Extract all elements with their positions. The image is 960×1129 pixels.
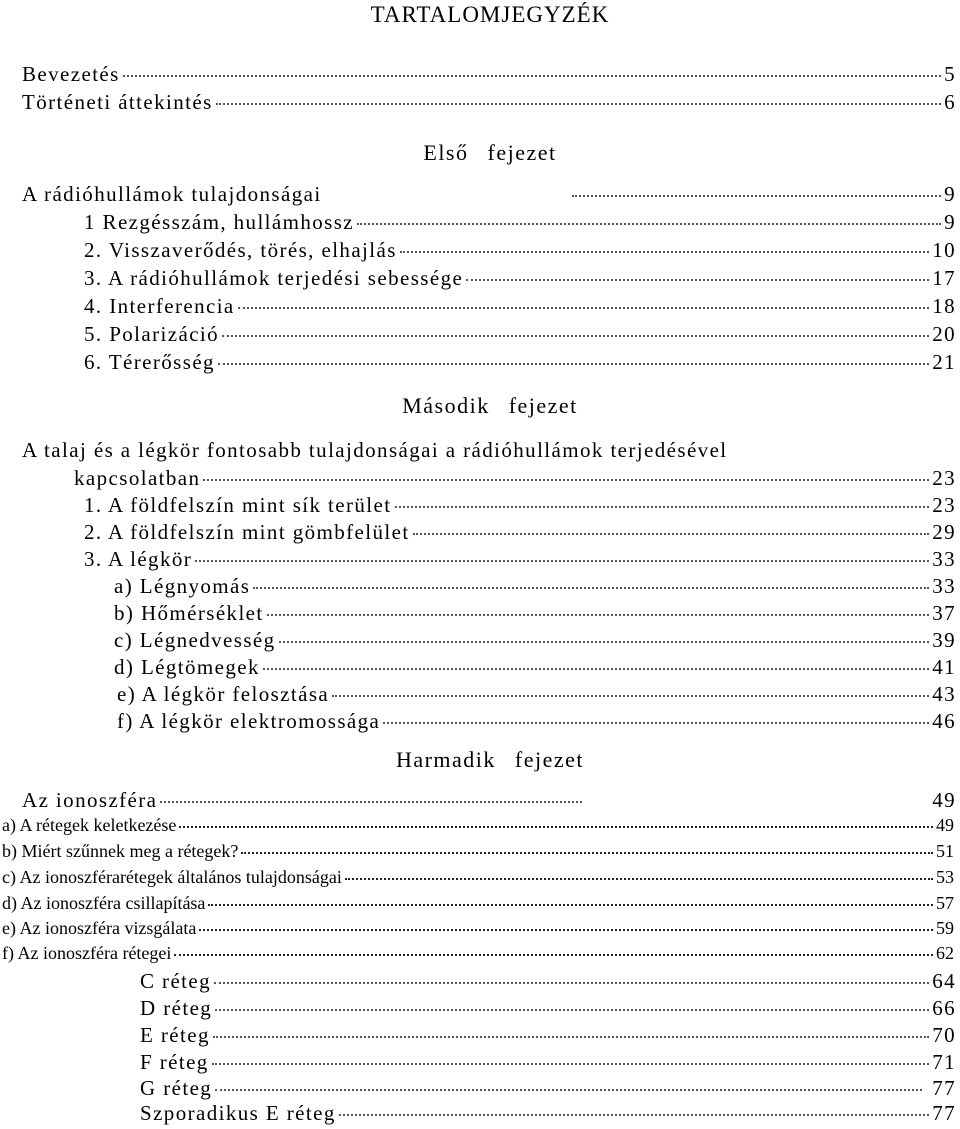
toc-page-number: 33 <box>932 574 956 598</box>
toc-entry-title: e) A légkör felosztása <box>117 682 330 706</box>
toc-entry <box>22 655 956 683</box>
dot-leader <box>174 954 933 956</box>
dot-leader <box>195 560 929 562</box>
dot-leader <box>253 587 929 589</box>
toc-page-number: 70 <box>932 1023 956 1047</box>
dot-leader <box>383 722 929 724</box>
toc-entry-title: 2. Visszaverődés, törés, elhajlás <box>84 238 397 262</box>
toc-entry <box>22 210 956 238</box>
dot-leader <box>212 1063 929 1065</box>
dot-leader <box>238 307 930 309</box>
dot-leader <box>332 695 929 697</box>
toc-entry-title: b) Hőmérséklet <box>114 601 264 625</box>
dot-leader <box>213 1036 929 1038</box>
toc-entry-title: Történeti áttekintés <box>22 90 213 114</box>
toc-entry <box>22 1050 956 1078</box>
toc-entry <box>2 893 954 921</box>
toc-entry-title: f) Az ionoszféra rétegei <box>2 943 172 963</box>
toc-page-number: 53 <box>936 867 954 887</box>
toc-page-number: 77 <box>932 1076 956 1100</box>
toc-page-number: 43 <box>932 682 956 706</box>
toc-entry-title: D réteg <box>140 996 213 1020</box>
toc-page-number: 59 <box>936 918 954 938</box>
dot-leader <box>199 929 933 931</box>
toc-entry <box>22 182 956 210</box>
dot-leader <box>208 904 933 906</box>
toc-page-number: 39 <box>932 628 956 652</box>
toc-page-number: 23 <box>932 466 956 490</box>
toc-page-number: 46 <box>932 709 956 733</box>
toc-page-number: 10 <box>932 238 956 262</box>
chapter-heading: Harmadik fejezet <box>395 747 585 772</box>
toc-entry <box>22 493 956 521</box>
toc-entry-title: E réteg <box>140 1023 210 1047</box>
dot-leader <box>218 363 929 365</box>
toc-entry-title: 6. Térerősség <box>84 350 215 374</box>
toc-entry <box>22 322 956 350</box>
toc-page-number: 9 <box>944 210 956 234</box>
toc-entry-title: F réteg <box>140 1050 209 1074</box>
toc-entry <box>22 520 956 548</box>
dot-leader <box>413 533 930 535</box>
toc-entry <box>2 943 954 971</box>
toc-entry <box>2 918 954 946</box>
dot-leader <box>241 852 933 854</box>
page-title: TARTALOMJEGYZÉK <box>370 2 610 27</box>
toc-entry <box>22 1023 956 1051</box>
toc-entry <box>22 350 956 378</box>
toc-page-number: 71 <box>932 1050 956 1074</box>
toc-entry-title: 1 Rezgésszám, hullámhossz <box>84 210 355 234</box>
toc-entry-title: 2. A földfelszín mint gömbfelület <box>84 520 410 544</box>
toc-page-number: 62 <box>936 943 954 963</box>
toc-page-number: 37 <box>932 601 956 625</box>
dot-leader <box>279 641 930 643</box>
dot-leader <box>179 826 933 828</box>
dot-leader <box>267 614 930 616</box>
toc-page-number: 49 <box>932 788 956 812</box>
toc-page-number: 64 <box>932 969 956 993</box>
dot-leader <box>400 251 929 253</box>
toc-entry <box>22 90 956 118</box>
toc-page-number: 17 <box>932 266 956 290</box>
dot-leader <box>216 103 941 105</box>
chapter-heading: Második fejezet <box>402 393 578 418</box>
toc-entry-title: kapcsolatban <box>74 466 201 490</box>
toc-entry <box>22 709 956 737</box>
toc-page-number: 57 <box>936 893 954 913</box>
dot-leader <box>572 195 942 197</box>
toc-page-number: 66 <box>932 996 956 1020</box>
toc-entry-title: Szporadikus E réteg <box>140 1101 336 1125</box>
toc-entry-title: c) Az ionoszférarétegek általános tulajdonságai <box>2 867 342 887</box>
toc-page-number: 23 <box>932 493 956 517</box>
toc-entry <box>22 682 956 710</box>
toc-entry-title: C réteg <box>140 969 212 993</box>
toc-page-number: 41 <box>932 655 956 679</box>
toc-page-number: 20 <box>932 322 956 346</box>
dot-leader <box>345 878 933 880</box>
toc-entry <box>2 815 954 843</box>
toc-entry <box>22 574 956 602</box>
toc-entry <box>22 547 956 575</box>
dot-leader <box>215 1089 922 1091</box>
dot-leader <box>203 479 929 481</box>
toc-entry <box>22 788 956 816</box>
dot-leader <box>466 279 929 281</box>
toc-page-number: 51 <box>936 841 954 861</box>
toc-page-number: 21 <box>932 350 956 374</box>
toc-entry-title: 3. A légkör <box>84 547 193 571</box>
toc-entry <box>22 466 956 494</box>
dot-leader <box>395 506 930 508</box>
toc-page-number: 5 <box>944 62 956 86</box>
toc-page-number: 33 <box>932 547 956 571</box>
toc-entry-title: a) A rétegek keletkezése <box>2 815 177 835</box>
toc-page-number: 77 <box>932 1101 956 1125</box>
toc-entry-title: c) Légnedvesség <box>114 628 276 652</box>
toc-entry-title: Bevezetés <box>22 62 120 86</box>
toc-entry <box>22 238 956 266</box>
toc-page-number: 9 <box>944 182 956 206</box>
toc-entry <box>22 266 956 294</box>
toc-entry <box>22 294 956 322</box>
toc-entry <box>22 996 956 1024</box>
toc-entry-title: f) A légkör elektromossága <box>117 709 381 733</box>
toc-entry-title: b) Miért szűnnek meg a rétegek? <box>2 841 239 861</box>
section-title: A talaj és a légkör fontosabb tulajdonságai a rádióhullámok terjedésével <box>22 438 728 462</box>
toc-entry-title: d) Az ionoszféra csillapítása <box>2 893 206 913</box>
toc-entry-title: d) Légtömegek <box>114 655 260 679</box>
toc-entry-title: A rádióhullámok tulajdonságai <box>22 182 322 206</box>
dot-leader <box>357 223 941 225</box>
toc-entry <box>22 601 956 629</box>
dot-leader <box>339 1114 929 1116</box>
toc-page-number: 49 <box>936 815 954 835</box>
chapter-heading: Első fejezet <box>423 140 557 165</box>
toc-entry <box>22 969 956 997</box>
toc-entry <box>22 62 956 90</box>
dot-leader <box>214 982 929 984</box>
toc-entry-title: 5. Polarizáció <box>84 322 220 346</box>
toc-entry-title: Az ionoszféra <box>22 788 158 812</box>
toc-entry-title: G réteg <box>140 1076 213 1100</box>
toc-page-number: 29 <box>932 520 956 544</box>
dot-leader <box>123 75 941 77</box>
dot-leader <box>263 668 929 670</box>
toc-entry <box>2 867 954 895</box>
toc-entry <box>22 1101 956 1129</box>
toc-entry <box>22 1076 956 1104</box>
toc-entry <box>22 628 956 656</box>
dot-leader <box>160 801 582 803</box>
toc-entry-title: a) Légnyomás <box>114 574 251 598</box>
toc-entry-title: e) Az ionoszféra vizsgálata <box>2 918 197 938</box>
dot-leader <box>215 1009 929 1011</box>
toc-entry <box>2 841 954 869</box>
toc-entry-title: 1. A földfelszín mint sík terület <box>84 493 392 517</box>
toc-page-number: 18 <box>932 294 956 318</box>
dot-leader <box>222 335 929 337</box>
toc-page-number: 6 <box>944 90 956 114</box>
toc-entry-title: 4. Interferencia <box>84 294 235 318</box>
toc-entry-title: 3. A rádióhullámok terjedési sebessége <box>84 266 464 290</box>
